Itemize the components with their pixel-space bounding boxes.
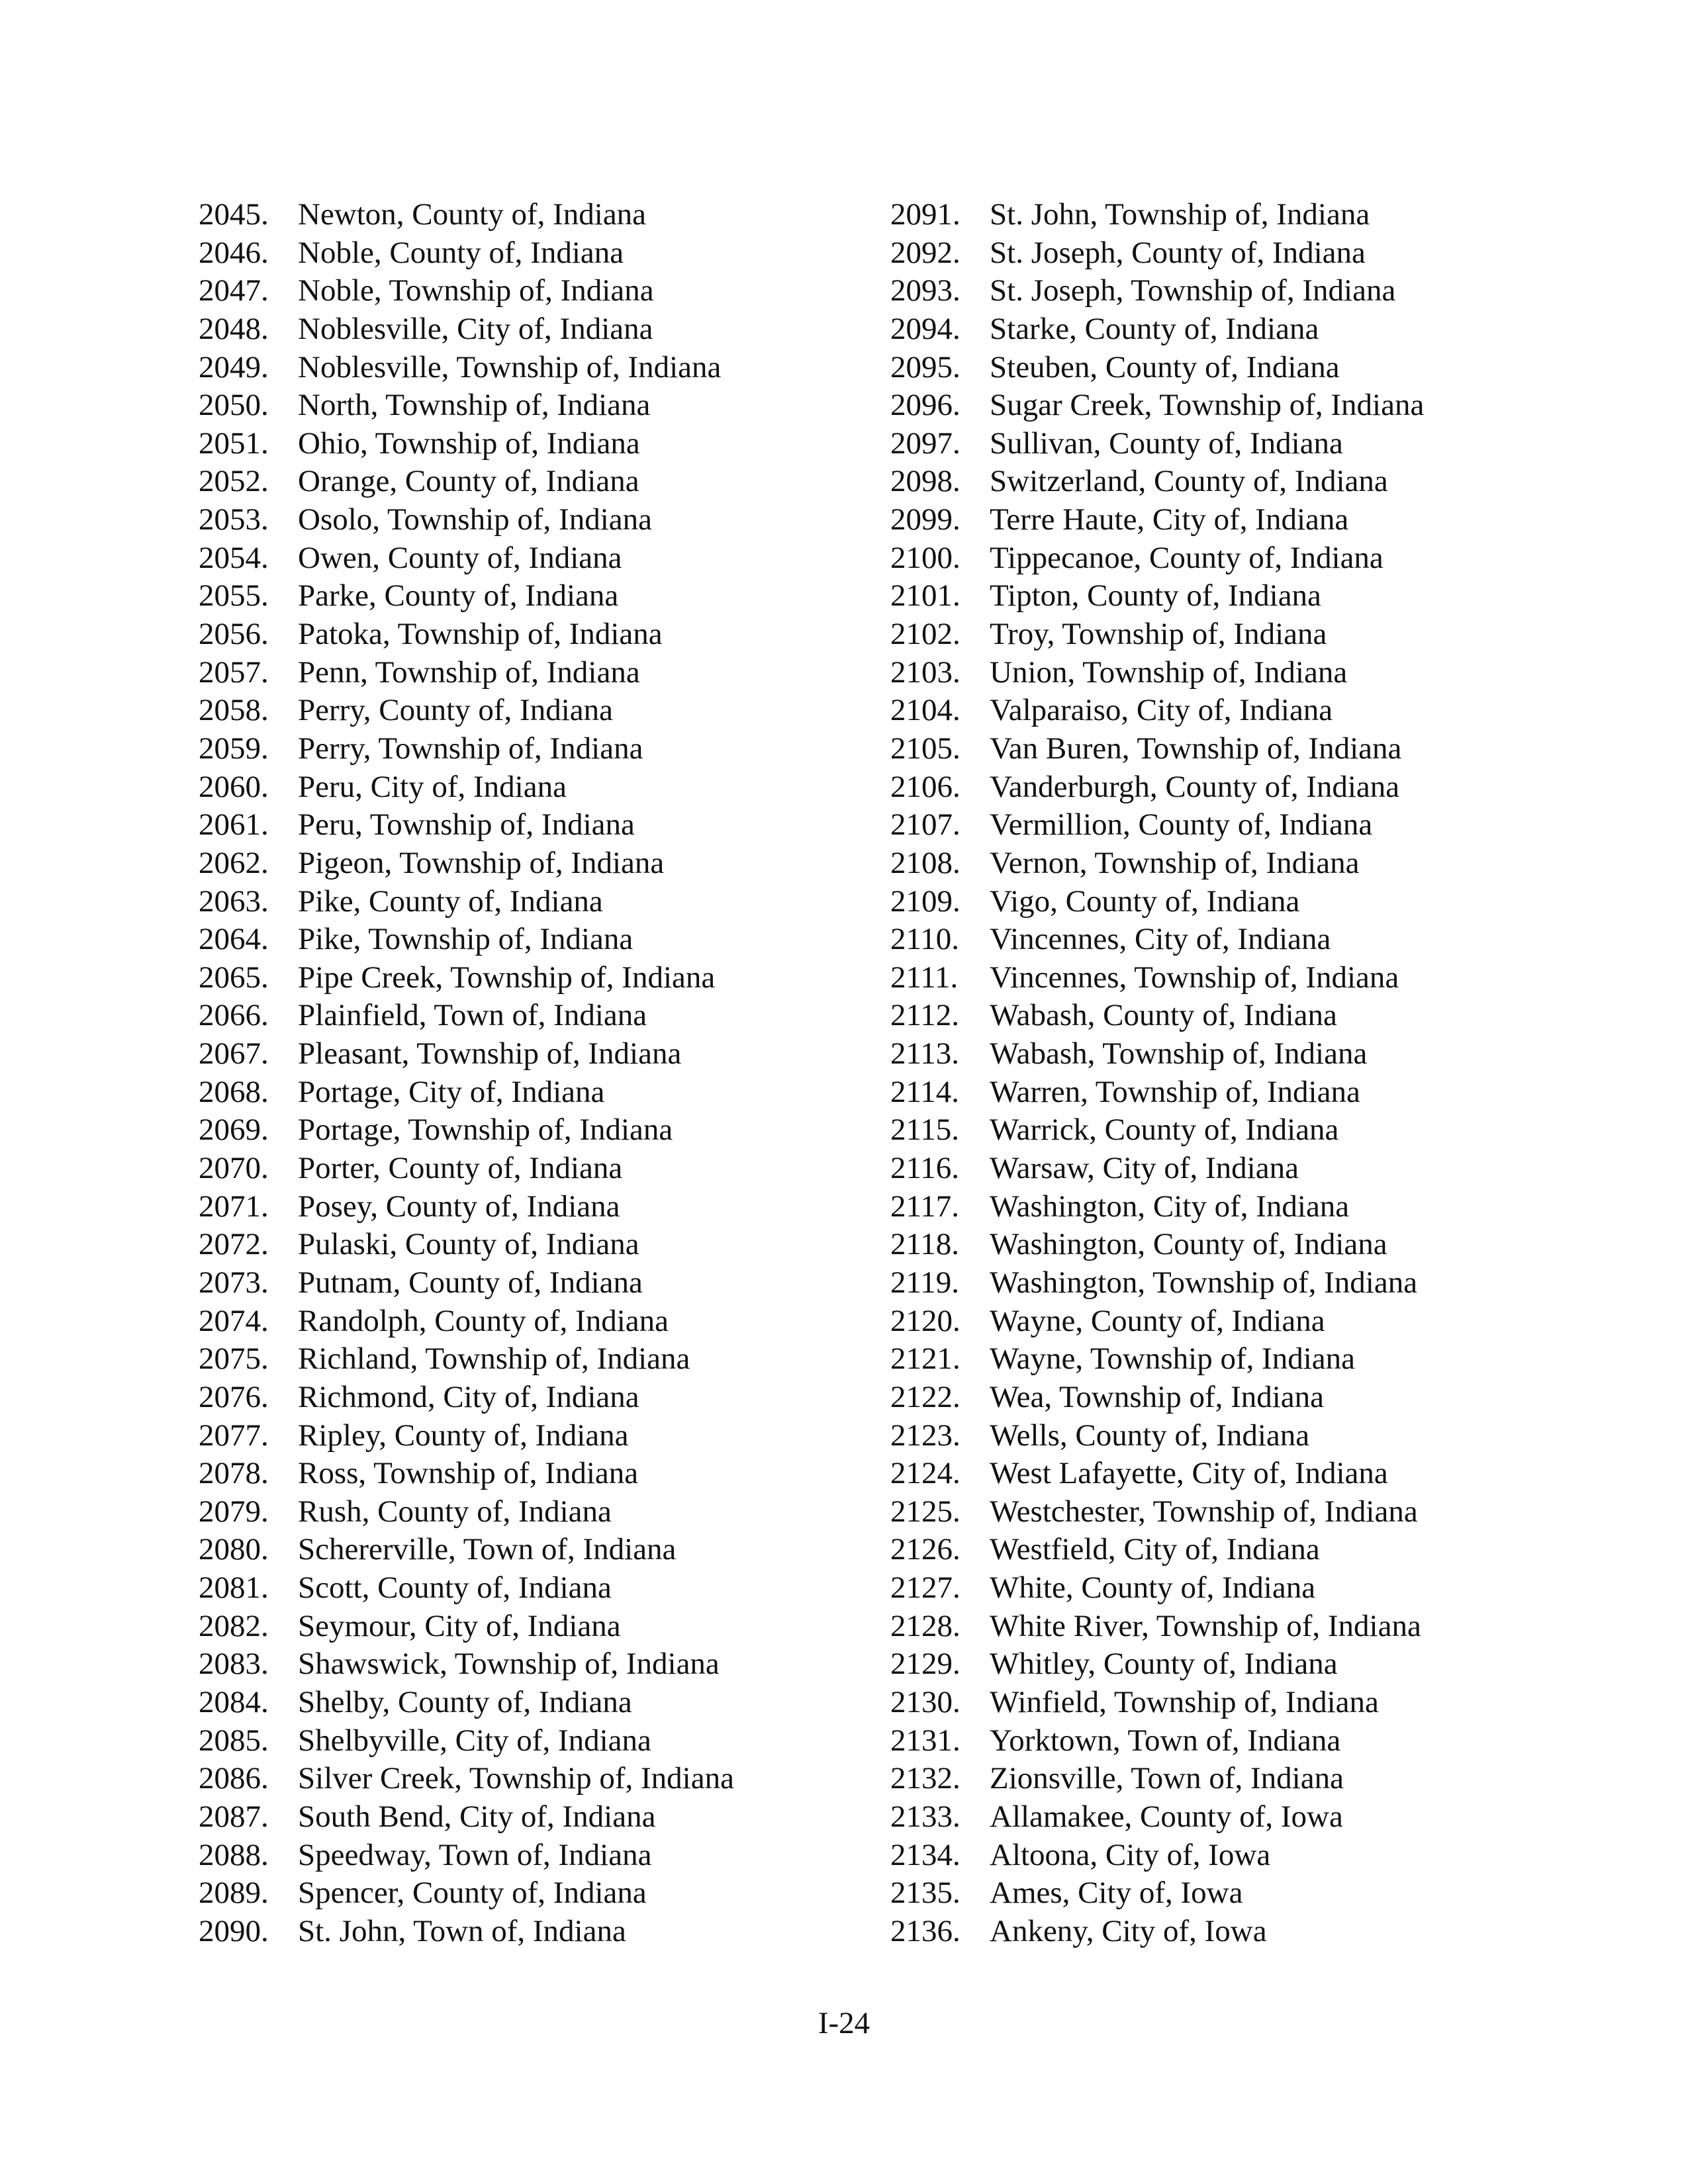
entry-number: 2068. xyxy=(199,1074,269,1109)
list-item xyxy=(199,310,861,349)
entry-name: Starke, County of, Indiana xyxy=(990,311,1319,346)
entry-number: 2077. xyxy=(199,1418,269,1453)
entry-number: 2091. xyxy=(890,197,961,232)
entry-name: Richmond, City of, Indiana xyxy=(298,1379,639,1414)
entry-number: 2084. xyxy=(199,1684,269,1719)
right-column-list xyxy=(890,196,1552,1950)
entry-number: 2086. xyxy=(199,1761,269,1796)
entry-number: 2085. xyxy=(199,1723,269,1758)
entry-number: 2100. xyxy=(890,540,961,575)
list-item xyxy=(890,539,1552,578)
list-item xyxy=(199,1874,861,1913)
entry-name: Pike, Township of, Indiana xyxy=(298,922,633,957)
list-item xyxy=(890,654,1552,692)
list-item xyxy=(890,310,1552,349)
entry-number: 2065. xyxy=(199,960,269,995)
entry-number: 2105. xyxy=(890,731,961,766)
entry-name: Washington, County of, Indiana xyxy=(990,1227,1387,1262)
list-item xyxy=(890,1150,1552,1188)
entry-number: 2107. xyxy=(890,807,961,842)
entry-name: Pleasant, Township of, Indiana xyxy=(298,1036,682,1071)
list-item xyxy=(890,1608,1552,1646)
list-item xyxy=(890,1493,1552,1531)
list-item xyxy=(199,1722,861,1760)
list-item xyxy=(199,1684,861,1722)
entry-number: 2083. xyxy=(199,1647,269,1682)
entry-number: 2108. xyxy=(890,845,961,880)
entry-number: 2087. xyxy=(199,1799,269,1834)
list-item xyxy=(890,1913,1552,1951)
entry-name: Peru, Township of, Indiana xyxy=(298,807,635,842)
entry-name: Zionsville, Town of, Indiana xyxy=(990,1761,1344,1796)
list-item xyxy=(890,234,1552,273)
entry-number: 2050. xyxy=(199,388,269,423)
entry-name: Pulaski, County of, Indiana xyxy=(298,1227,639,1262)
entry-number: 2059. xyxy=(199,731,269,766)
list-item xyxy=(890,425,1552,463)
entry-number: 2051. xyxy=(199,426,269,461)
entry-number: 2066. xyxy=(199,998,269,1033)
list-item xyxy=(890,349,1552,387)
list-item xyxy=(199,1150,861,1188)
list-item xyxy=(890,1379,1552,1417)
entry-number: 2129. xyxy=(890,1647,961,1682)
list-item xyxy=(199,654,861,692)
entry-number: 2055. xyxy=(199,578,269,614)
entry-name: Portage, City of, Indiana xyxy=(298,1074,605,1109)
entry-name: Union, Township of, Indiana xyxy=(990,655,1348,690)
entry-number: 2080. xyxy=(199,1532,269,1567)
list-item xyxy=(199,1913,861,1951)
entry-number: 2125. xyxy=(890,1494,961,1529)
list-item xyxy=(199,501,861,539)
entry-name: Tipton, County of, Indiana xyxy=(990,578,1321,614)
list-item xyxy=(890,1111,1552,1150)
entry-name: Seymour, City of, Indiana xyxy=(298,1608,621,1643)
list-item xyxy=(199,1417,861,1455)
entry-number: 2101. xyxy=(890,578,961,614)
list-item xyxy=(890,692,1552,730)
list-item xyxy=(890,272,1552,310)
entry-name: Vincennes, City of, Indiana xyxy=(990,922,1331,957)
list-item xyxy=(199,959,861,997)
entry-number: 2130. xyxy=(890,1684,961,1719)
list-item xyxy=(199,387,861,425)
entry-number: 2116. xyxy=(890,1151,960,1186)
list-item xyxy=(199,806,861,844)
entry-number: 2111. xyxy=(890,960,959,995)
entry-name: Warsaw, City of, Indiana xyxy=(990,1151,1299,1186)
entry-number: 2090. xyxy=(199,1913,269,1948)
entry-number: 2053. xyxy=(199,502,269,537)
entry-name: Porter, County of, Indiana xyxy=(298,1151,623,1186)
entry-name: Vanderburgh, County of, Indiana xyxy=(990,769,1400,804)
list-item xyxy=(890,1340,1552,1379)
list-item xyxy=(199,349,861,387)
list-item xyxy=(890,1264,1552,1302)
entry-number: 2128. xyxy=(890,1608,961,1643)
entry-name: Owen, County of, Indiana xyxy=(298,540,622,575)
entry-name: Warrick, County of, Indiana xyxy=(990,1113,1339,1148)
entry-number: 2115. xyxy=(890,1113,960,1148)
entry-name: Ross, Township of, Indiana xyxy=(298,1456,639,1491)
entry-name: West Lafayette, City of, Indiana xyxy=(990,1456,1388,1491)
entry-number: 2048. xyxy=(199,311,269,346)
entry-name: North, Township of, Indiana xyxy=(298,388,651,423)
entry-name: Van Buren, Township of, Indiana xyxy=(990,731,1402,766)
entry-name: Noblesville, Township of, Indiana xyxy=(298,349,722,385)
entry-name: Noble, Township of, Indiana xyxy=(298,273,654,308)
entry-number: 2092. xyxy=(890,235,961,270)
list-item xyxy=(890,1188,1552,1226)
list-item xyxy=(199,1264,861,1302)
entry-number: 2110. xyxy=(890,922,960,957)
entry-number: 2079. xyxy=(199,1494,269,1529)
entry-number: 2104. xyxy=(890,693,961,728)
entry-name: Pipe Creek, Township of, Indiana xyxy=(298,960,716,995)
entry-name: South Bend, City of, Indiana xyxy=(298,1799,656,1834)
list-item xyxy=(890,1569,1552,1608)
entry-number: 2060. xyxy=(199,769,269,804)
list-item xyxy=(199,615,861,654)
list-item xyxy=(890,463,1552,501)
entry-name: Putnam, County of, Indiana xyxy=(298,1265,643,1300)
entry-name: Shawswick, Township of, Indiana xyxy=(298,1647,720,1682)
entry-number: 2120. xyxy=(890,1303,961,1338)
entry-name: St. Joseph, County of, Indiana xyxy=(990,235,1366,270)
entry-name: Perry, County of, Indiana xyxy=(298,693,613,728)
list-item xyxy=(199,844,861,883)
list-item xyxy=(890,1798,1552,1837)
entry-number: 2096. xyxy=(890,388,961,423)
entry-number: 2126. xyxy=(890,1532,961,1567)
list-item xyxy=(890,577,1552,615)
entry-name: Parke, County of, Indiana xyxy=(298,578,619,614)
entry-name: Richland, Township of, Indiana xyxy=(298,1342,690,1377)
entry-name: Schererville, Town of, Indiana xyxy=(298,1532,677,1567)
entry-number: 2121. xyxy=(890,1342,961,1377)
entry-number: 2064. xyxy=(199,922,269,957)
entry-number: 2095. xyxy=(890,349,961,385)
entry-name: Wayne, Township of, Indiana xyxy=(990,1342,1356,1377)
entry-number: 2131. xyxy=(890,1723,961,1758)
list-item xyxy=(890,883,1552,921)
list-item xyxy=(890,1874,1552,1913)
entry-number: 2072. xyxy=(199,1227,269,1262)
entry-name: Wayne, County of, Indiana xyxy=(990,1303,1325,1338)
list-item xyxy=(199,921,861,959)
entry-name: Spencer, County of, Indiana xyxy=(298,1876,647,1911)
entry-number: 2054. xyxy=(199,540,269,575)
entry-name: Peru, City of, Indiana xyxy=(298,769,567,804)
entry-number: 2071. xyxy=(199,1189,269,1224)
entry-number: 2132. xyxy=(890,1761,961,1796)
entry-name: Vermillion, County of, Indiana xyxy=(990,807,1373,842)
entry-number: 2078. xyxy=(199,1456,269,1491)
list-item xyxy=(199,1226,861,1264)
entry-name: St. John, Township of, Indiana xyxy=(990,197,1370,232)
entry-number: 2062. xyxy=(199,845,269,880)
entry-name: Winfield, Township of, Indiana xyxy=(990,1684,1379,1719)
list-item xyxy=(199,1608,861,1646)
list-item xyxy=(199,425,861,463)
list-item xyxy=(199,1645,861,1684)
entry-number: 2081. xyxy=(199,1570,269,1606)
entry-name: Sullivan, County of, Indiana xyxy=(990,426,1343,461)
list-item xyxy=(199,1569,861,1608)
entry-name: Wea, Township of, Indiana xyxy=(990,1379,1325,1414)
entry-name: Whitley, County of, Indiana xyxy=(990,1647,1338,1682)
left-column-list xyxy=(199,196,861,1950)
list-item xyxy=(199,1760,861,1798)
entry-name: Vigo, County of, Indiana xyxy=(990,884,1300,919)
entry-number: 2103. xyxy=(890,655,961,690)
list-item xyxy=(890,921,1552,959)
list-item xyxy=(890,1645,1552,1684)
entry-name: Portage, Township of, Indiana xyxy=(298,1113,673,1148)
entry-name: Penn, Township of, Indiana xyxy=(298,655,640,690)
entry-number: 2056. xyxy=(199,617,269,652)
entry-name: St. Joseph, Township of, Indiana xyxy=(990,273,1396,308)
entry-name: Vincennes, Township of, Indiana xyxy=(990,960,1399,995)
entry-number: 2099. xyxy=(890,502,961,537)
entry-number: 2127. xyxy=(890,1570,961,1606)
entry-number: 2124. xyxy=(890,1456,961,1491)
entry-number: 2123. xyxy=(890,1418,961,1453)
entry-number: 2076. xyxy=(199,1379,269,1414)
entry-number: 2133. xyxy=(890,1799,961,1834)
entry-name: Wabash, County of, Indiana xyxy=(990,998,1337,1033)
entry-name: Valparaiso, City of, Indiana xyxy=(990,693,1333,728)
entry-name: Noblesville, City of, Indiana xyxy=(298,311,653,346)
list-item xyxy=(890,1417,1552,1455)
entry-name: Steuben, County of, Indiana xyxy=(990,349,1340,385)
list-item xyxy=(890,1455,1552,1493)
list-item xyxy=(890,387,1552,425)
entry-number: 2046. xyxy=(199,235,269,270)
entry-name: Ames, City of, Iowa xyxy=(990,1876,1243,1911)
entry-number: 2134. xyxy=(890,1837,961,1872)
page-number: I-24 xyxy=(818,2006,870,2040)
list-item xyxy=(890,615,1552,654)
entry-name: Westchester, Township of, Indiana xyxy=(990,1494,1418,1529)
entry-name: Plainfield, Town of, Indiana xyxy=(298,998,647,1033)
entry-name: Osolo, Township of, Indiana xyxy=(298,502,652,537)
entry-number: 2114. xyxy=(890,1074,960,1109)
list-item xyxy=(199,730,861,768)
list-item xyxy=(199,1340,861,1379)
list-item xyxy=(199,1837,861,1875)
list-item xyxy=(890,501,1552,539)
list-item xyxy=(890,844,1552,883)
list-item xyxy=(199,1798,861,1837)
list-item xyxy=(890,806,1552,844)
entry-number: 2069. xyxy=(199,1113,269,1148)
list-item xyxy=(890,1684,1552,1722)
entry-number: 2135. xyxy=(890,1876,961,1911)
list-item xyxy=(199,1379,861,1417)
list-item xyxy=(199,1188,861,1226)
list-item xyxy=(199,883,861,921)
entry-name: Switzerland, County of, Indiana xyxy=(990,464,1388,499)
list-item xyxy=(890,730,1552,768)
entry-name: Pigeon, Township of, Indiana xyxy=(298,845,665,880)
list-item xyxy=(199,1493,861,1531)
entry-name: Yorktown, Town of, Indiana xyxy=(990,1723,1341,1758)
entry-number: 2045. xyxy=(199,197,269,232)
entry-number: 2075. xyxy=(199,1342,269,1377)
entry-number: 2094. xyxy=(890,311,961,346)
entry-number: 2058. xyxy=(199,693,269,728)
list-item xyxy=(199,1531,861,1569)
entry-name: Sugar Creek, Township of, Indiana xyxy=(990,388,1425,423)
entry-name: St. John, Town of, Indiana xyxy=(298,1913,626,1948)
list-item xyxy=(199,577,861,615)
list-item xyxy=(890,1531,1552,1569)
list-item xyxy=(890,959,1552,997)
list-item xyxy=(199,692,861,730)
entry-name: Ripley, County of, Indiana xyxy=(298,1418,629,1453)
entry-name: Patoka, Township of, Indiana xyxy=(298,617,663,652)
entry-name: Westfield, City of, Indiana xyxy=(990,1532,1320,1567)
list-item xyxy=(890,196,1552,234)
list-item xyxy=(199,768,861,807)
entry-name: Pike, County of, Indiana xyxy=(298,884,603,919)
entry-number: 2089. xyxy=(199,1876,269,1911)
list-item xyxy=(199,1073,861,1112)
entry-number: 2109. xyxy=(890,884,961,919)
entry-name: Ohio, Township of, Indiana xyxy=(298,426,640,461)
entry-name: Terre Haute, City of, Indiana xyxy=(990,502,1349,537)
list-item xyxy=(199,234,861,273)
list-item xyxy=(199,1302,861,1341)
list-item xyxy=(890,1760,1552,1798)
entry-number: 2074. xyxy=(199,1303,269,1338)
entry-name: Tippecanoe, County of, Indiana xyxy=(990,540,1383,575)
entry-number: 2063. xyxy=(199,884,269,919)
entry-name: Washington, Township of, Indiana xyxy=(990,1265,1418,1300)
entry-name: Allamakee, County of, Iowa xyxy=(990,1799,1343,1834)
entry-number: 2098. xyxy=(890,464,961,499)
entry-name: Noble, County of, Indiana xyxy=(298,235,624,270)
entry-name: Scott, County of, Indiana xyxy=(298,1570,612,1606)
entry-number: 2113. xyxy=(890,1036,960,1071)
entry-name: Vernon, Township of, Indiana xyxy=(990,845,1360,880)
entry-number: 2117. xyxy=(890,1189,960,1224)
entry-number: 2057. xyxy=(199,655,269,690)
entry-number: 2122. xyxy=(890,1379,961,1414)
entry-name: Wabash, Township of, Indiana xyxy=(990,1036,1368,1071)
list-item xyxy=(890,1035,1552,1073)
entry-name: Orange, County of, Indiana xyxy=(298,464,639,499)
entry-name: White River, Township of, Indiana xyxy=(990,1608,1421,1643)
entry-name: Troy, Township of, Indiana xyxy=(990,617,1327,652)
entry-name: Shelby, County of, Indiana xyxy=(298,1684,632,1719)
list-item xyxy=(199,1455,861,1493)
list-item xyxy=(890,1837,1552,1875)
list-item xyxy=(199,539,861,578)
list-item xyxy=(199,272,861,310)
entry-name: Silver Creek, Township of, Indiana xyxy=(298,1761,734,1796)
entry-number: 2102. xyxy=(890,617,961,652)
entry-number: 2093. xyxy=(890,273,961,308)
list-item xyxy=(199,1035,861,1073)
entry-number: 2082. xyxy=(199,1608,269,1643)
list-item xyxy=(890,1226,1552,1264)
entry-number: 2047. xyxy=(199,273,269,308)
list-item xyxy=(890,1302,1552,1341)
entry-number: 2052. xyxy=(199,464,269,499)
entry-name: Newton, County of, Indiana xyxy=(298,197,647,232)
entry-number: 2119. xyxy=(890,1265,960,1300)
list-item xyxy=(199,997,861,1035)
entry-number: 2112. xyxy=(890,998,960,1033)
entry-number: 2106. xyxy=(890,769,961,804)
list-item xyxy=(199,463,861,501)
entry-number: 2061. xyxy=(199,807,269,842)
entry-number: 2049. xyxy=(199,349,269,385)
entry-name: Speedway, Town of, Indiana xyxy=(298,1837,652,1872)
list-item xyxy=(199,1111,861,1150)
entry-number: 2067. xyxy=(199,1036,269,1071)
entry-name: Altoona, City of, Iowa xyxy=(990,1837,1271,1872)
entry-name: Ankeny, City of, Iowa xyxy=(990,1913,1267,1948)
entry-number: 2088. xyxy=(199,1837,269,1872)
list-item xyxy=(890,997,1552,1035)
entry-number: 2073. xyxy=(199,1265,269,1300)
entry-number: 2136. xyxy=(890,1913,961,1948)
entry-name: Rush, County of, Indiana xyxy=(298,1494,612,1529)
entry-name: White, County of, Indiana xyxy=(990,1570,1316,1606)
entry-name: Washington, City of, Indiana xyxy=(990,1189,1350,1224)
entry-number: 2097. xyxy=(890,426,961,461)
list-item xyxy=(890,768,1552,807)
entry-number: 2070. xyxy=(199,1151,269,1186)
entry-name: Wells, County of, Indiana xyxy=(990,1418,1310,1453)
entry-name: Randolph, County of, Indiana xyxy=(298,1303,669,1338)
entry-name: Warren, Township of, Indiana xyxy=(990,1074,1360,1109)
list-item xyxy=(890,1073,1552,1112)
list-item xyxy=(199,196,861,234)
list-item xyxy=(890,1722,1552,1760)
entry-name: Shelbyville, City of, Indiana xyxy=(298,1723,651,1758)
entry-name: Posey, County of, Indiana xyxy=(298,1189,620,1224)
entry-number: 2118. xyxy=(890,1227,960,1262)
entry-name: Perry, Township of, Indiana xyxy=(298,731,643,766)
